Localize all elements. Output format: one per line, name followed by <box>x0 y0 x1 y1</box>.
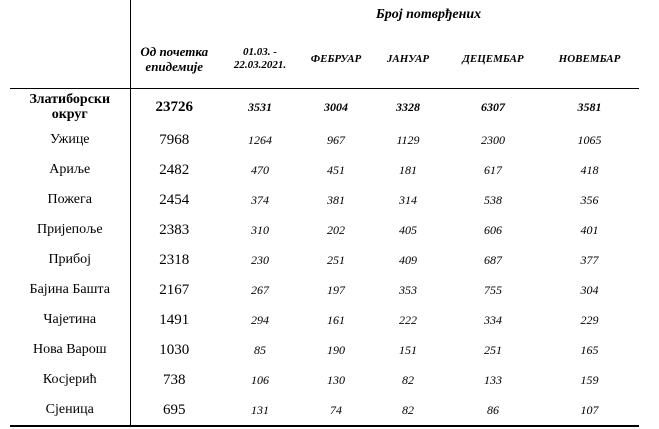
table-row <box>10 395 639 426</box>
period-value: 251 <box>327 252 345 267</box>
total-value: 3531 <box>248 99 272 114</box>
total-value: 6307 <box>481 99 505 114</box>
municipality-name: Нова Варош <box>32 342 107 357</box>
total-since-start: 23726 <box>130 89 218 126</box>
municipality-name: Прибој <box>48 252 92 267</box>
period-value: 418 <box>580 162 599 177</box>
since-start-header: Од почетка епидемије <box>130 30 218 89</box>
period-value: 161 <box>327 312 345 327</box>
period-value: 159 <box>580 372 599 387</box>
since-start-value: 2454 <box>130 185 218 215</box>
cases-table-container <box>10 0 639 418</box>
period-value: 381 <box>327 192 345 207</box>
col-header-november: НОВЕМБАР <box>540 30 639 89</box>
since-start-value: 1030 <box>130 335 218 365</box>
period-value: 1065 <box>577 132 602 147</box>
confirmed-cases-table <box>10 0 639 427</box>
header-spacer <box>130 0 218 30</box>
period-value: 82 <box>402 372 414 387</box>
municipality-name: Ужице <box>49 132 90 147</box>
period-value: 353 <box>399 282 417 297</box>
header-row-top <box>10 0 639 30</box>
period-value: 334 <box>484 312 502 327</box>
period-value: 687 <box>484 252 502 267</box>
municipality-name: Пожега <box>47 192 92 207</box>
table-row <box>10 125 639 155</box>
period-value: 86 <box>446 395 540 426</box>
table-row <box>10 275 639 305</box>
period-value: 151 <box>399 342 417 357</box>
total-value: 3581 <box>577 99 602 114</box>
table-row <box>10 245 639 275</box>
table-row <box>10 155 639 185</box>
period-value: 130 <box>327 372 345 387</box>
table-row <box>10 335 639 365</box>
period-value: 470 <box>251 162 269 177</box>
since-start-value: 2482 <box>130 155 218 185</box>
period-value: 304 <box>580 282 599 297</box>
total-value: 3004 <box>324 99 348 114</box>
total-row <box>10 89 639 126</box>
period-value: 377 <box>580 252 599 267</box>
period-value: 165 <box>580 342 599 357</box>
header-row-columns <box>10 30 639 89</box>
period-value: 538 <box>484 192 502 207</box>
period-value: 107 <box>540 395 639 426</box>
table-row <box>10 305 639 335</box>
table-row <box>10 185 639 215</box>
period-value: 222 <box>399 312 417 327</box>
period-value: 251 <box>484 342 502 357</box>
period-value: 755 <box>484 282 502 297</box>
since-start-value: 1491 <box>130 305 218 335</box>
period-value: 82 <box>370 395 446 426</box>
table-row <box>10 215 639 245</box>
municipality-name: Сјеница <box>10 395 130 426</box>
municipality-name: Чајетина <box>43 312 97 327</box>
since-start-value: 7968 <box>130 125 218 155</box>
since-start-value: 695 <box>130 395 218 426</box>
corner-cell-lower <box>10 30 130 89</box>
period-value: 401 <box>580 222 599 237</box>
since-start-value: 2167 <box>130 275 218 305</box>
period-value: 85 <box>254 342 266 357</box>
col-header-december: ДЕЦЕМБАР <box>446 30 540 89</box>
corner-cell <box>10 0 130 30</box>
municipality-name: Пријепоље <box>36 222 103 237</box>
table-row <box>10 365 639 395</box>
period-value: 229 <box>580 312 599 327</box>
period-value: 310 <box>251 222 269 237</box>
col-header-february: ФЕБРУАР <box>302 30 370 89</box>
group-title: Број потврђених <box>375 7 482 22</box>
municipality-name: Косјерић <box>42 372 97 387</box>
period-value: 409 <box>399 252 417 267</box>
total-value: 3328 <box>396 99 420 114</box>
period-value: 74 <box>302 395 370 426</box>
period-value: 131 <box>218 395 302 426</box>
municipality-name: Ариље <box>49 162 91 177</box>
period-value: 230 <box>251 252 269 267</box>
period-value: 374 <box>251 192 269 207</box>
since-start-value: 2318 <box>130 245 218 275</box>
period-value: 106 <box>251 372 269 387</box>
col-header-period: 01.03. - 22.03.2021. <box>218 30 302 89</box>
period-value: 356 <box>580 192 599 207</box>
period-value: 967 <box>327 132 345 147</box>
since-start-value: 2383 <box>130 215 218 245</box>
period-value: 606 <box>484 222 502 237</box>
period-value: 1264 <box>248 132 272 147</box>
period-value: 181 <box>399 162 417 177</box>
region-name: Златиборски округ <box>29 92 111 122</box>
col-header-january: ЈАНУАР <box>370 30 446 89</box>
period-value: 451 <box>327 162 345 177</box>
period-value: 314 <box>399 192 417 207</box>
municipality-name: Бајина Башта <box>29 282 110 297</box>
period-value: 190 <box>327 342 345 357</box>
period-value: 405 <box>399 222 417 237</box>
period-value: 294 <box>251 312 269 327</box>
period-value: 617 <box>484 162 502 177</box>
period-value: 133 <box>484 372 502 387</box>
period-value: 197 <box>327 282 345 297</box>
since-start-value: 738 <box>130 365 218 395</box>
period-value: 1129 <box>396 132 420 147</box>
period-value: 267 <box>251 282 269 297</box>
period-value: 2300 <box>481 132 505 147</box>
period-value: 202 <box>327 222 345 237</box>
